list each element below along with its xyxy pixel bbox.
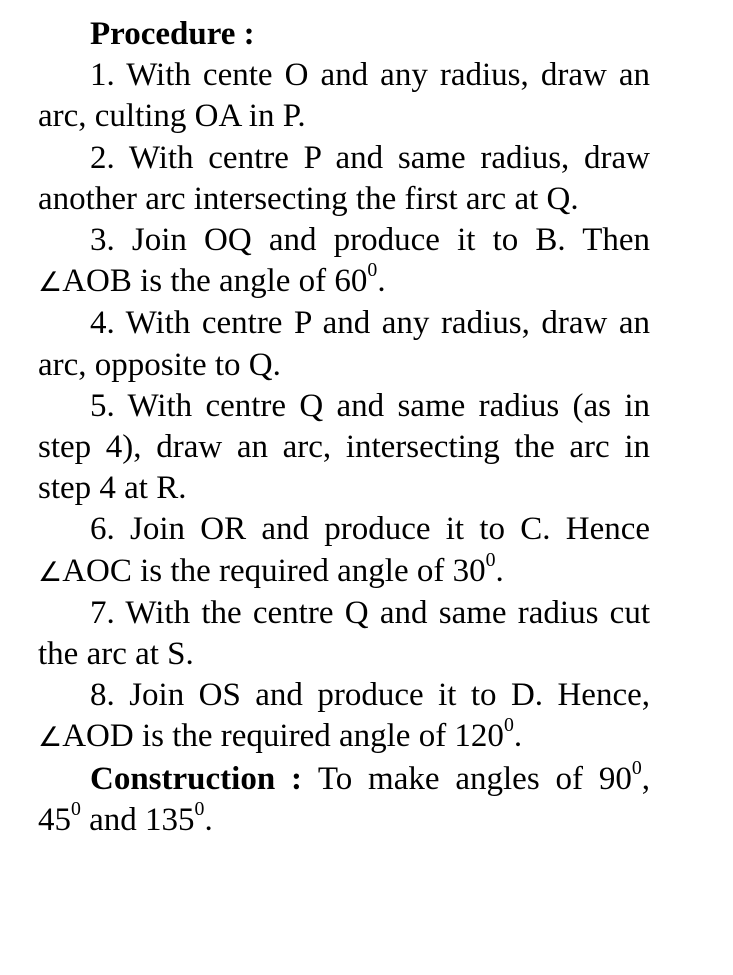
step-text: Join OS and produce it to D. Hence,: [129, 677, 650, 714]
step-3: [38, 220, 650, 303]
step-end: .: [513, 718, 523, 755]
step-number: 8.: [90, 677, 115, 714]
step-4: [38, 303, 650, 385]
step-text: With cente O and any radius, draw an arc, culting OA in P.: [38, 57, 650, 135]
step-number: 6.: [90, 511, 115, 548]
procedure-heading: Procedure :: [90, 16, 255, 52]
step-number: 3.: [90, 222, 115, 259]
step-number: 5.: [90, 387, 115, 424]
construction-paragraph: [38, 756, 650, 841]
step-text: Join OR and produce it to C. Hence: [130, 511, 651, 548]
step-text: With centre P and any radius, draw an arc, opposite to Q.: [38, 305, 650, 383]
step-text: AOC is the required angle of 30: [62, 552, 486, 589]
step-end: .: [495, 552, 504, 589]
step-number: 1.: [90, 57, 115, 94]
degree-mark: 0: [194, 798, 205, 821]
construction-text: , 45: [38, 760, 650, 838]
step-8: [38, 675, 650, 758]
step-end: .: [377, 263, 386, 300]
step-5: [38, 386, 650, 510]
step-text: With the centre Q and same radius cut the arc at S.: [38, 594, 650, 673]
step-text: With centre P and same radius, draw another arc intersecting the first arc at Q.: [38, 139, 650, 217]
degree-mark: 0: [71, 798, 81, 821]
step-2: [38, 138, 650, 220]
step-text: Join OQ and produce it to B. Then: [131, 222, 650, 259]
angle-symbol: ∠: [38, 267, 63, 299]
angle-symbol: ∠: [38, 556, 63, 588]
document-page: [38, 14, 650, 841]
step-number: 2.: [90, 139, 115, 176]
construction-label: Construction: [90, 760, 276, 797]
construction-end: .: [204, 801, 213, 838]
construction-separator: :: [275, 760, 318, 797]
step-7: [38, 593, 650, 675]
step-number: 4.: [90, 305, 115, 342]
angle-symbol: ∠: [38, 722, 63, 754]
step-1: [38, 55, 650, 137]
step-text: AOD is the required angle of 120: [62, 718, 504, 755]
step-text: With centre Q and same radius (as in step 4), draw an arc, intersecting the arc in step 4 at R.: [38, 387, 650, 507]
construction-text: To make angles of 90: [317, 760, 632, 797]
construction-text: and 135: [80, 801, 195, 838]
step-6: [38, 509, 650, 592]
degree-mark: 0: [485, 548, 496, 571]
step-number: 7.: [90, 594, 115, 631]
degree-mark: 0: [503, 714, 514, 737]
degree-mark: 0: [367, 259, 378, 282]
step-text: AOB is the angle of 60: [62, 263, 368, 300]
degree-mark: 0: [631, 756, 642, 779]
